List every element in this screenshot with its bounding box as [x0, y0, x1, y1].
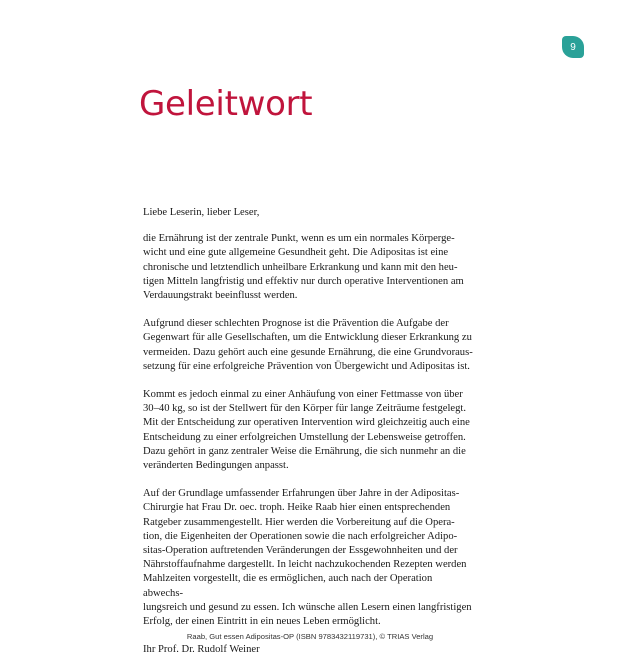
page-title: Geleitwort: [139, 84, 313, 124]
footer-citation: Raab, Gut essen Adipositas-OP (ISBN 9783432119731), © TRIAS Verlag: [186, 632, 434, 641]
page-number-badge: [562, 36, 584, 58]
body-text: [143, 206, 473, 657]
signature: Ihr Prof. Dr. Rudolf Weiner: [143, 644, 260, 656]
page-number: 9: [570, 41, 576, 53]
paragraph: Kommt es jedoch einmal zu einer Anhäufung von einer Fettmasse von über 30–40 kg, so ist der Stellwert für den Körper für lange Zeiträume festgelegt. Mit der Entscheidung zur operativen Intervention wird gleichzeitig auch eine Entscheidung zu einer erfolgreichen Umstellung der Lebensweise getroffen. Dazu gehört in ganz zentraler Weise die Ernährung, die sich nunmehr an die veränderten Bedingungen anpasst.: [143, 389, 470, 472]
paragraph: die Ernährung ist der zentrale Punkt, wenn es um ein normales Körperge- wicht und eine gute allgemeine Gesundheit geht. Die Adipositas ist eine chronische und letztendlich unheilbare Erkrankung und kann mit den heu- tigen Mitteln langfristig und effektiv nur durch operative Interventionen am Verdauungstrakt beeinflusst werden.: [143, 233, 464, 302]
paragraph: Auf der Grundlage umfassender Erfahrungen über Jahre in der Adipositas- Chirurgie hat Frau Dr. oec. troph. Heike Raab hier einen entsprechenden Ratgeber zusammengestellt. Hier werden die Vorbereitung auf die Opera- tion, die Eigenheiten der Operationen sowie die nach erfolgreicher Adipo- sitas-Operation auftretenden Veränderungen der Essgewohnheiten und der Nährstoffaufnahme dargestellt. In leicht nachzukochenden Rezepten werden Mahlzeiten vorgestellt, die es ermöglichen, auch nach der Operation abwechs- lungsreich und gesund zu essen. Ich wünsche allen Lesern einen langfristigen Erfolg, der einen Eintritt in ein neues Leben ermöglicht.: [143, 488, 472, 628]
paragraph: Aufgrund dieser schlechten Prognose ist die Prävention die Aufgabe der Gegenwart für alle Gesellschaften, um die Entwicklung dieser Erkrankung zu vermeiden. Dazu gehört auch eine gesunde Ernährung, die eine Grundvoraus- setzung für eine erfolgreiche Prävention von Übergewicht und Adipositas ist.: [143, 318, 473, 372]
greeting: Liebe Leserin, lieber Leser,: [143, 207, 260, 218]
